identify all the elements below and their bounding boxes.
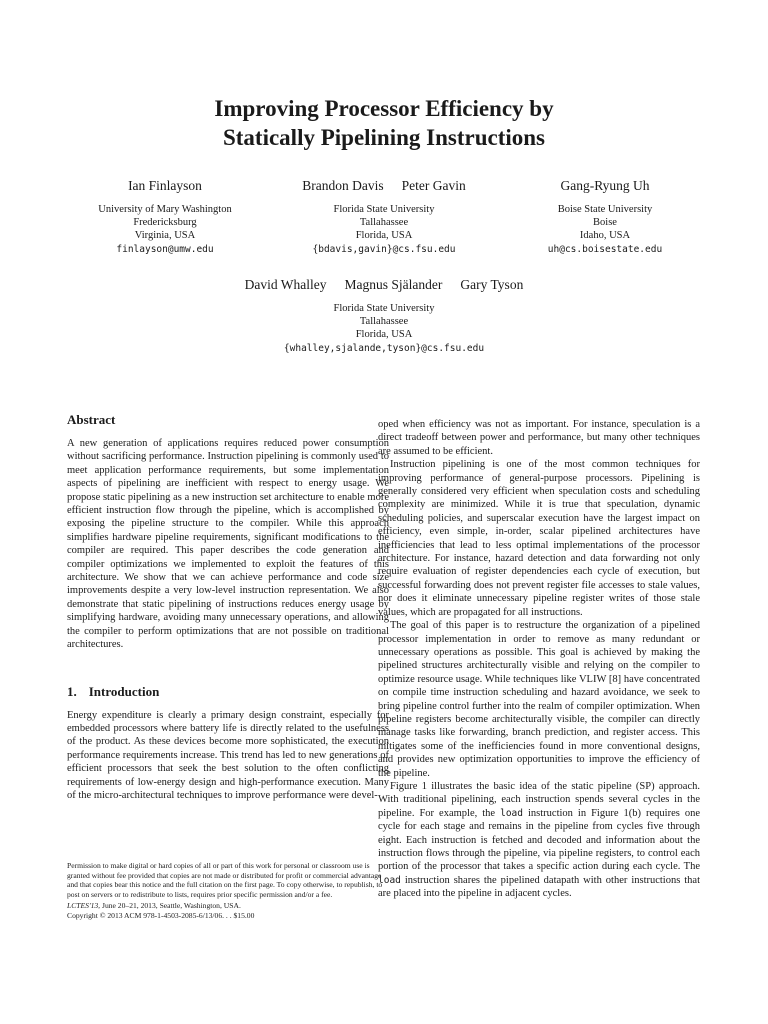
intro-paragraph-3: The goal of this paper is to restructure the organization of a pipelined processor implementation in order to remove as many redundant or unnecessary operations as possible. This goal is achieved by making the pipelined structures architecturally visible and relying on the compiler to optimize resource usage. While techniques like VLIW [8] have concentrated on compile time instruction scheduling and hazard avoidance, we seek to bring pipeline control further into the realm of compiler optimization. When pipeline registers become architecturally visible, the compiler can directly manage tasks like forwarding, branch prediction, and register access. This mitigates some of the inefficiencies found in more conventional designs, and provides new optimization opportunities to improve the efficiency of the pipeline. <box>378 620 700 779</box>
abstract-heading: Abstract <box>67 412 116 427</box>
affiliation-line: Boise State University <box>557 204 653 215</box>
affiliation-line: University of Mary Washington <box>98 204 232 215</box>
author-names <box>184 277 584 293</box>
author-block-davis-gavin <box>284 178 484 256</box>
author-name: Ian Finlayson <box>128 178 202 193</box>
affiliation-line: Boise <box>593 217 617 229</box>
intro-paragraph-2: Instruction pipelining is one of the most common techniques for improving performance of general-purpose processors. Pipelining is generally considered very efficient when speculation costs and scheduling complexity are minimized. While it is true that speculation, dynamic scheduling policies, and superscalar execution have the largest impact on efficiency, even simple, in-order, scalar pipelined architectures have inefficiencies that lead to less optimal implementations of the processor architecture. For instance, hazard detection and data forwarding not only require evaluation of register dependencies each cycle of execution, but successful forwarding does not prevent register file accesses to stale values, nor does it eliminate unnecessary pipeline register writes of those stale values, which are propagated for all instructions. <box>378 459 700 618</box>
intro-paragraph-1-continued: oped when efficiency was not as important. For instance, speculation is a direct tradeoff between power and performance, but many other techniques are assumed to be efficient. <box>378 419 700 457</box>
conference-line <box>67 901 389 911</box>
author-name: Peter Gavin <box>401 178 466 193</box>
permission-text: Permission to make digital or hard copies of all or part of this work for personal or classroom use is granted without fee provided that copies are not made or distributed for profit or commercial advantage and that copies bear this notice and the full citation on the first page. To copy otherwise, to republish, to post on servers or to redistribute to lists, requires prior specific permission and/or a fee. <box>67 861 383 899</box>
affiliation-line: Idaho, USA <box>579 230 631 242</box>
introduction-heading <box>67 684 389 700</box>
affiliation-line: Virginia, USA <box>134 230 196 242</box>
affiliation-line: Florida State University <box>333 204 435 215</box>
author-email: {whalley,sjalande,tyson}@cs.fsu.edu <box>283 342 485 354</box>
author-names <box>510 178 700 194</box>
author-name: David Whalley <box>244 277 327 292</box>
author-block-finlayson <box>70 178 260 256</box>
conference-name: LCTES'13, <box>67 901 101 911</box>
intro-paragraph-4 <box>378 780 700 901</box>
copyright-line: Copyright © 2013 ACM 978-1-4503-2085-6/13/06. . . $15.00 <box>67 910 255 920</box>
title-line-2: Statically Pipelining Instructions <box>222 125 546 150</box>
section-title: Introduction <box>88 683 160 699</box>
author-name: Gary Tyson <box>460 277 524 292</box>
author-name: Magnus Själander <box>344 277 443 292</box>
affiliation-line: Fredericksburg <box>133 217 197 229</box>
p4-text-c: instruction shares the pipelined datapath with other instructions that are placed into the pipeline in adjacent cycles. <box>378 874 701 900</box>
right-column <box>378 418 700 901</box>
author-name: Brandon Davis <box>302 178 384 193</box>
author-name: Gang-Ryung Uh <box>560 178 650 193</box>
code-load: load <box>378 874 401 886</box>
section-number: 1. <box>67 683 77 699</box>
author-email: finlayson@umw.edu <box>116 243 214 255</box>
abstract-text: A new generation of applications requires reduced power consumption without sacrificing performance. Instruction pipelining is commonly used to meet application performance requirements, but some implementation aspects of pipelining are inefficient with respect to energy usage. We propose static pipelining as a new instruction set architecture to enable more efficient instruction flow through the pipeline, which is accomplished by exposing the pipeline structure to the compiler. While this approach simplifies hardware pipeline requirements, significant modifications to the compiler are required. This paper describes the code generation and compiler optimizations we implemented to exploit the features of this architecture. We show that we can achieve performance and code size improvements despite a very low-level instruction representation. We also demonstrate that static pipelining of instructions reduces energy usage by simplifying hardware, avoiding many unnecessary operations, and allowing the compiler to perform optimizations that are not possible on traditional architectures. <box>67 438 389 651</box>
author-names <box>70 178 260 194</box>
author-names <box>284 178 484 194</box>
author-block-whalley-sjalander-tyson <box>184 277 584 355</box>
conference-details: June 20–21, 2013, Seattle, Washington, USA. <box>101 901 241 911</box>
p4-text-a: Figure 1 illustrates the basic idea of the static pipeline (SP) approach. With traditional pipelining, each instruction spends several cycles in the pipeline. For example, the <box>378 780 700 819</box>
author-email: uh@cs.boisestate.edu <box>547 243 663 255</box>
affiliation-line: Florida, USA <box>355 230 413 242</box>
affiliation-line: Tallahassee <box>359 316 409 328</box>
intro-paragraph-1: Energy expenditure is clearly a primary design constraint, especially for embedded processors where battery life is directly related to the usefulness of the product. As these devices become more sophisticated, the execution performance requirements increase. This trend has led to new generations of efficient processors that seek the best solution to the often conflicting requirements of low-energy design and high-performance execution. Many of the micro-architectural techniques to improve performance were devel- <box>67 709 389 801</box>
code-load: load <box>500 807 523 819</box>
permission-footnote <box>67 861 389 921</box>
affiliation-line: Tallahassee <box>359 217 409 229</box>
left-column <box>67 412 389 802</box>
author-block-uh <box>510 178 700 256</box>
affiliation-line: Florida State University <box>333 303 435 314</box>
paper-title <box>0 94 768 152</box>
author-email: {bdavis,gavin}@cs.fsu.edu <box>312 243 456 255</box>
p4-text-b: instruction in Figure 1(b) requires one cycle for each stage and remains in the pipeline from cycles five through eight. Each instruction is fetched and decoded and information about the instruction flows through the pipeline, via pipeline registers, to control each portion of the processor that takes a specific action during each cycle. The <box>378 807 701 873</box>
affiliation-line: Florida, USA <box>355 329 413 341</box>
title-line-1: Improving Processor Efficiency by <box>214 96 554 121</box>
